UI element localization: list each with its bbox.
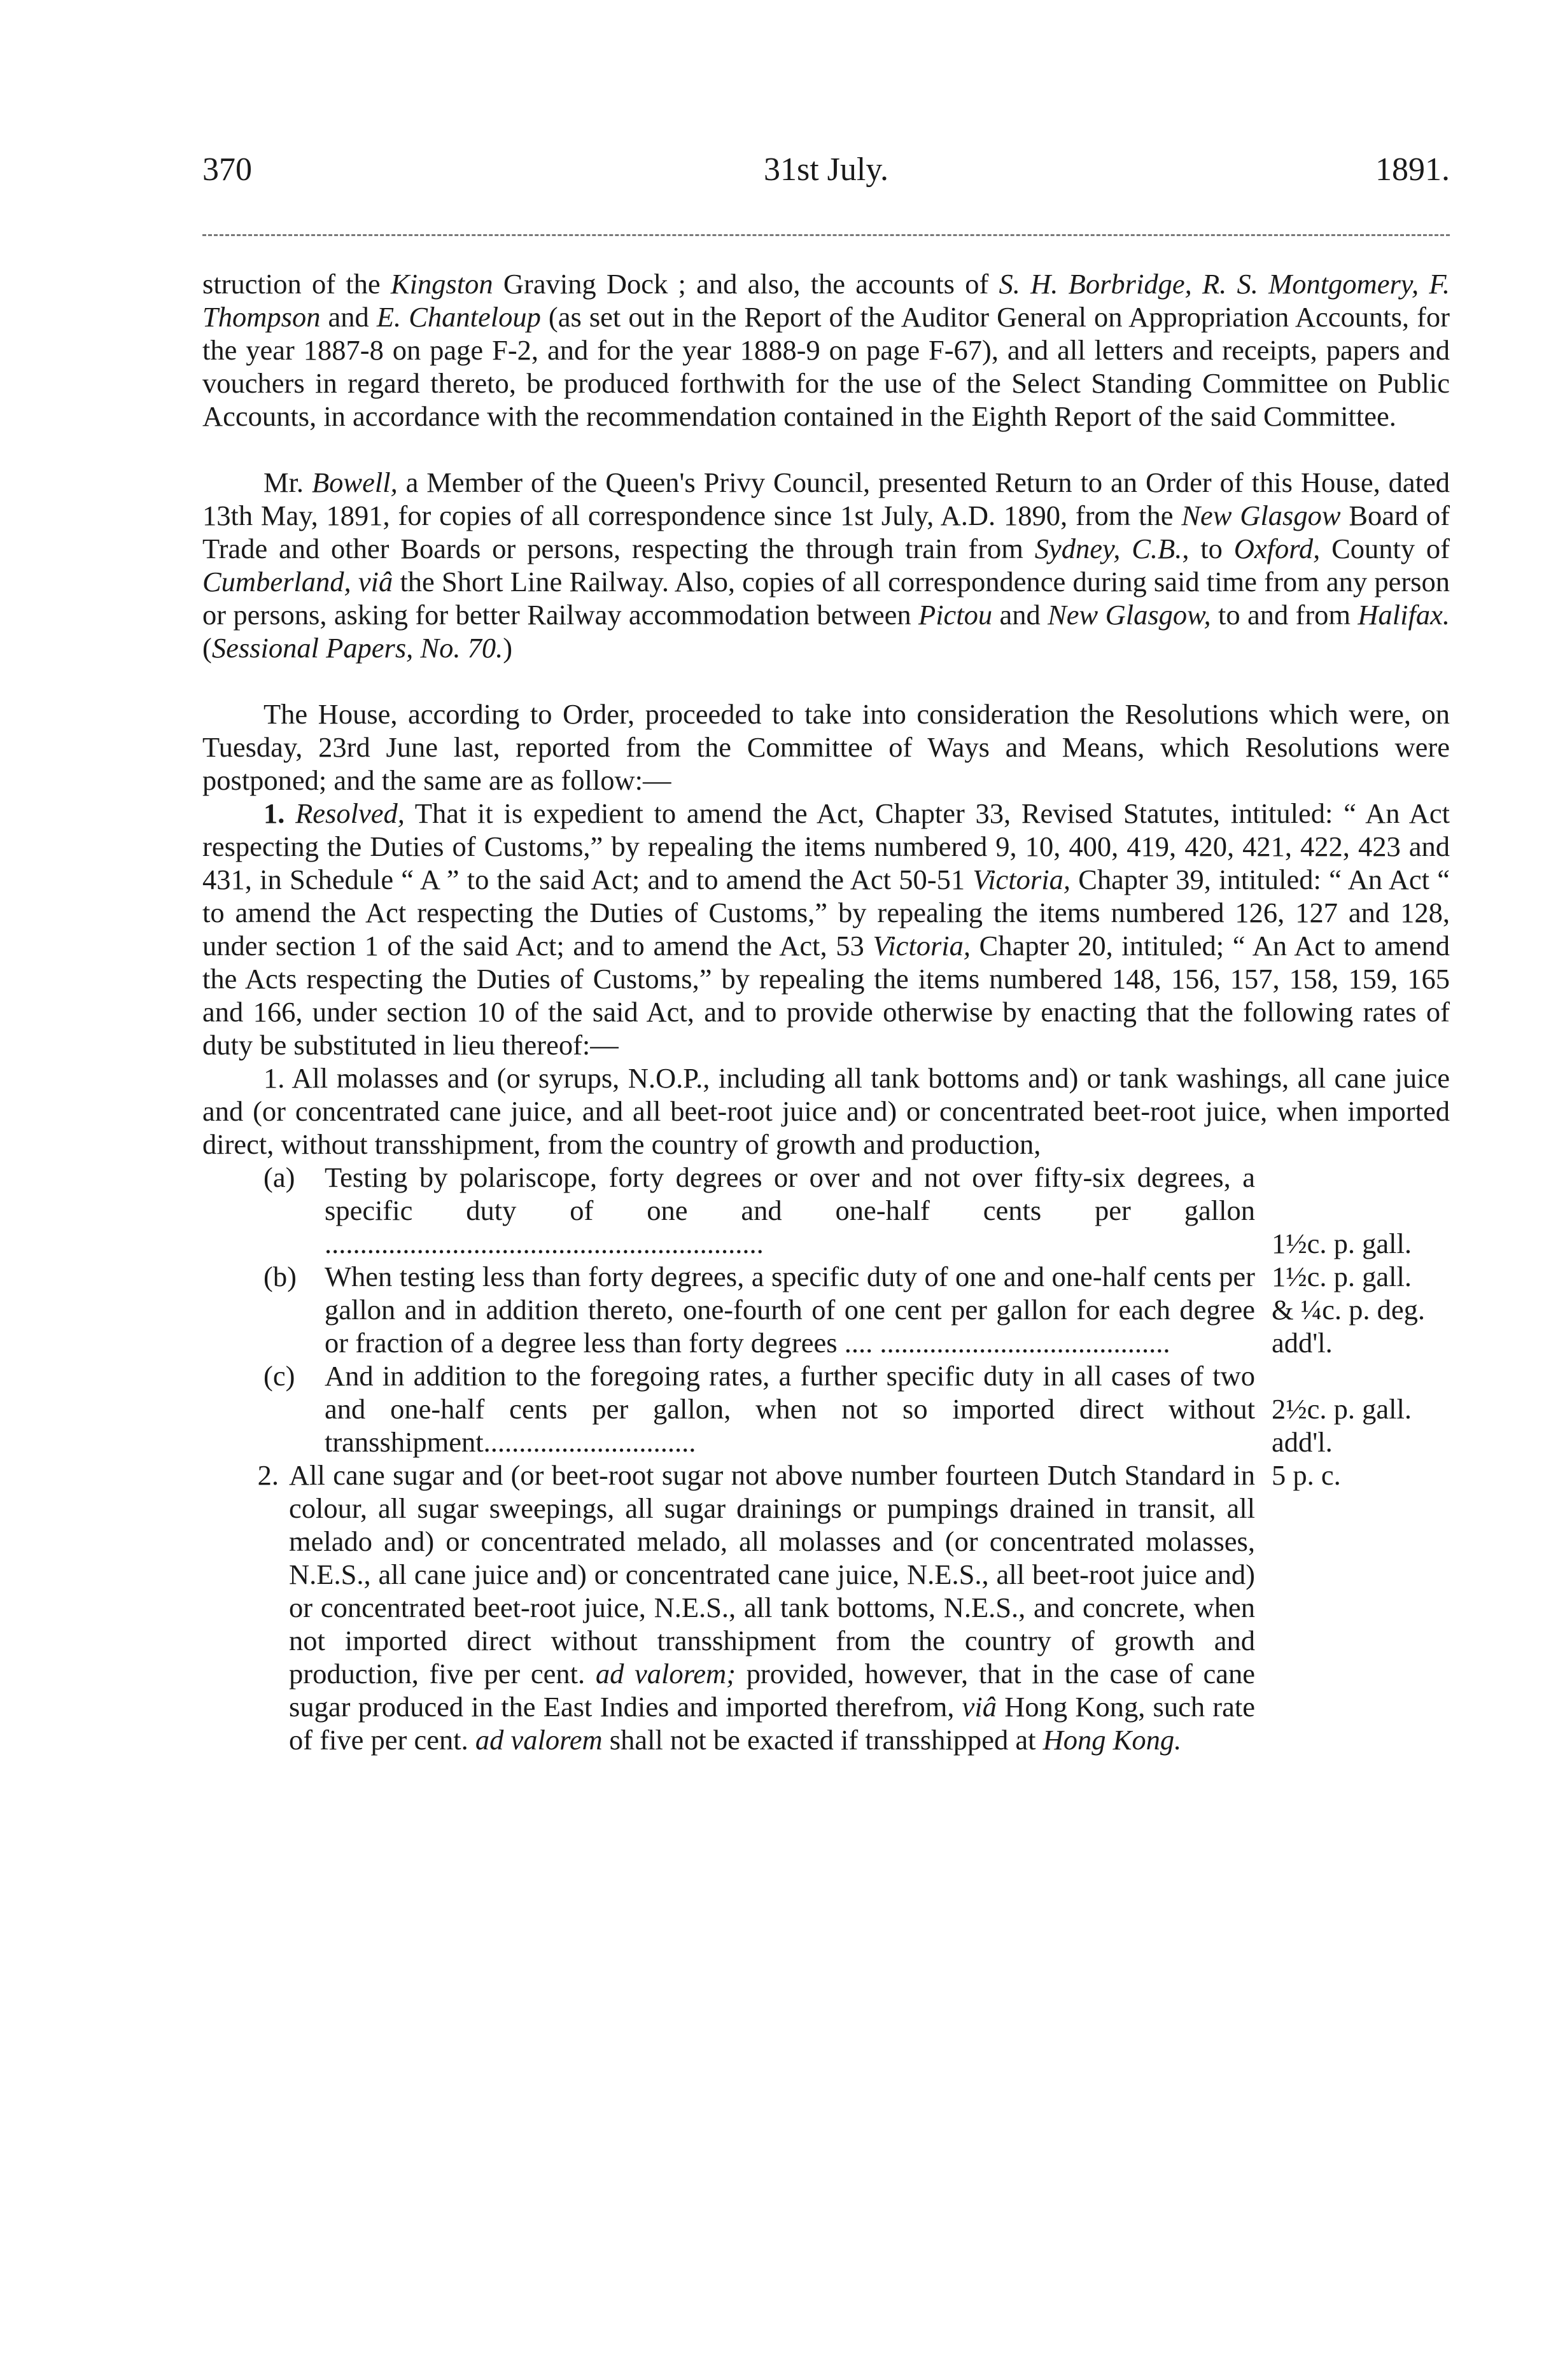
page-body [202, 267, 1450, 1756]
item-1-subitems [202, 1161, 1450, 1459]
subitem-label: (c) [263, 1360, 295, 1392]
subitem-label: (b) [263, 1261, 297, 1292]
item-2-cane-sugar [202, 1459, 1450, 1756]
header-rule [202, 234, 1450, 236]
subitem-text: When testing less than forty degrees, a specific duty of one and one-half cents per gallon and in addition thereto, one-fourth of one cent per gallon for each degree or fraction of a degree less than forty degrees .... ......................................... [325, 1261, 1255, 1359]
subitem-amount: 1½c. p. gall. & ¼c. p. deg. add'l. [1272, 1261, 1425, 1359]
header-year: 1891. [1375, 151, 1450, 188]
subitem-a [263, 1161, 1450, 1260]
page-number: 370 [202, 151, 252, 188]
subitem-b [263, 1260, 1450, 1359]
subitem-text: And in addition to the foregoing rates, a further specific duty in all cases of two and one-half cents per gallon, when not so imported direct without transshipment.............................. [325, 1360, 1255, 1458]
subitem-label: (a) [263, 1161, 295, 1193]
paragraph-return-new-glasgow: Mr. Bowell, a Member of the Queen's Privy Council, presented Return to an Order of this House, dated 13th May, 1891, for copies of all correspondence since 1st July, A.D. 1890, from the New Glasgow Board of Trade and other Boards or persons, respecting the through train from Sydney, C.B., to Oxford, County of Cumberland, viâ the Short Line Railway. Also, copies of all correspondence during said time from any person or persons, asking for better Railway accommodation between Pictou and New Glasgow, to and from Halifax. (Sessional Papers, No. 70.) [202, 466, 1450, 664]
header-date: 31st July. [764, 151, 888, 188]
page-header [202, 148, 1450, 192]
subitem-text: Testing by polariscope, forty degrees or over and not over fifty-six degrees, a specific duty of one and one-half cents per gallon .............................................................. [325, 1161, 1255, 1259]
paragraph-kingston-graving-dock: struction of the Kingston Graving Dock ; and also, the accounts of S. H. Borbridge, R. S. Montgomery, F. Thompson and E. Chanteloup (as set out in the Report of the Auditor General on Appropriation Accounts, for the year 1887-8 on page F-2, and for the year 1888-9 on page F-67), and all letters and receipts, papers and vouchers in regard thereto, be produced forthwith for the use of the Select Standing Committee on Public Accounts, in accordance with the recommendation contained in the Eighth Report of the said Committee. [202, 268, 1450, 432]
subitem-amount: 2½c. p. gall. add'l. [1272, 1393, 1412, 1458]
item-2-text: All cane sugar and (or beet-root sugar not above number fourteen Dutch Standard in colour, all sugar sweepings, all sugar drainings or pumpings drained in transit, all melado and) or concentrated melado, all molasses and (or concentrated molasses, N.E.S., all cane juice and) or concentrated cane juice, N.E.S., all beet-root juice and) or concentrated beet-root juice, N.E.S., all tank bottoms, N.E.S., and concrete, when not imported direct without transshipment from the country of growth and production, five per cent. ad valorem; provided, however, that in the case of cane sugar produced in the East Indies and imported therefrom, viâ Hong Kong, such rate of five per cent. ad valorem shall not be exacted if transshipped at Hong Kong. [289, 1459, 1255, 1756]
item-2-amount: 5 p. c. [1272, 1459, 1341, 1491]
resolution-1: 1. Resolved, That it is expedient to amend the Act, Chapter 33, Revised Statutes, intituled: “ An Act respecting the Duties of Customs,” by repealing the items numbered 9, 10, 400, 419, 420, 421, 422, 423 and 431, in Schedule “ A ” to the said Act; and to amend the Act 50-51 Victoria, Chapter 39, intituled: “ An Act “ to amend the Act respecting the Duties of Customs,” by repealing the items numbered 126, 127 and 128, under section 1 of the said Act; and to amend the Act, 53 Victoria, Chapter 20, intituled; “ An Act to amend the Acts respecting the Duties of Customs,” by repealing the items numbered 148, 156, 157, 158, 159, 165 and 166, under section 10 of the said Act, and to provide otherwise by enacting that the following rates of duty be substituted in lieu thereof:— [202, 797, 1450, 1061]
subitem-amount: 1½c. p. gall. [1272, 1228, 1412, 1259]
item-1-molasses: 1. All molasses and (or syrups, N.O.P., including all tank bottoms and) or tank washings, all cane juice and (or concentrated cane juice, and all beet-root juice and) or concentrated beet-root juice, when imported direct, without transshipment, from the country of growth and production, [202, 1062, 1450, 1160]
subitem-c [263, 1359, 1450, 1459]
item-2-label: 2. [257, 1459, 279, 1491]
paragraph-house-resolutions: The House, according to Order, proceeded to take into consideration the Resolutions which were, on Tuesday, 23rd June last, reported from the Committee of Ways and Means, which Resolutions were postponed; and the same are as follow:— [202, 698, 1450, 796]
